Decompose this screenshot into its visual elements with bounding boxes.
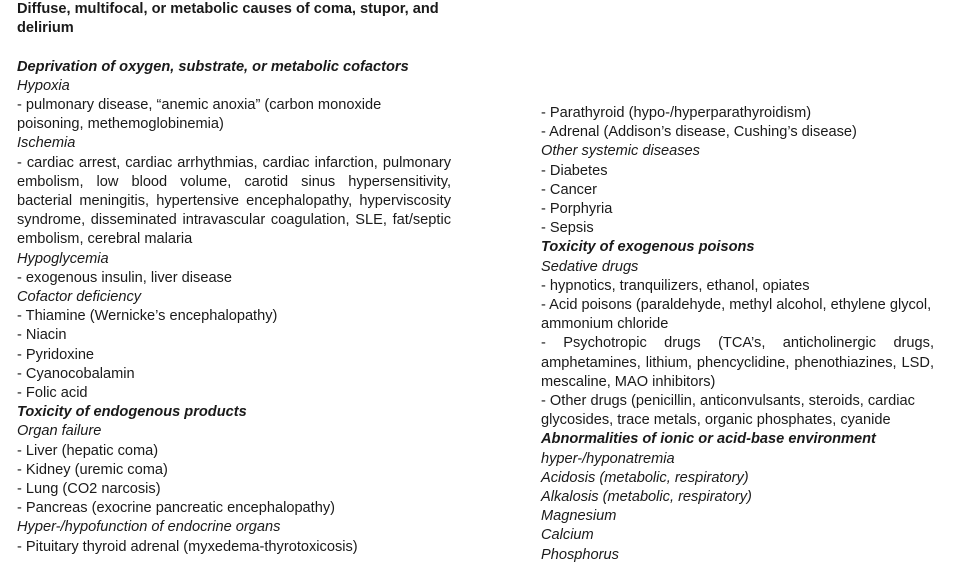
section-heading: Toxicity of exogenous poisons [541, 239, 755, 256]
list-item: - Thiamine (Wernicke’s encephalopathy) [17, 308, 278, 325]
subsection-heading: Hypoglycemia [17, 250, 109, 267]
subsection-heading: Hyper-/hypofunction of endocrine organs [17, 519, 281, 536]
subsection-heading: Phosphorus [541, 546, 619, 563]
list-item: - Pituitary thyroid adrenal (myxedema-thyrotoxicosis) [17, 538, 358, 555]
section-heading: Toxicity of endogenous products [17, 404, 247, 421]
right-column-body [541, 104, 934, 565]
subsection-heading: Magnesium [541, 508, 617, 525]
list-item: - Porphyria [541, 201, 613, 218]
subsection-heading: Acidosis (metabolic, respiratory) [541, 469, 749, 486]
list-item: - hypnotics, tranquilizers, ethanol, opiates [541, 277, 810, 294]
list-item: - Liver (hepatic coma) [17, 442, 159, 459]
list-item: - Pancreas (exocrine pancreatic encephalopathy) [17, 500, 335, 517]
list-item: - Lung (CO2 narcosis) [17, 481, 161, 498]
subsection-heading: Cofactor deficiency [17, 289, 142, 306]
page-title: Diffuse, multifocal, or metabolic causes of coma, stupor, and delirium [17, 1, 439, 37]
list-item: - Folic acid [17, 385, 88, 402]
subsection-heading: Other systemic diseases [541, 143, 700, 160]
left-column [17, 0, 451, 557]
list-item: - Acid poisons (paraldehyde, methyl alcohol, ethylene glycol, ammonium chloride [541, 297, 932, 333]
list-item: - Niacin [17, 327, 67, 344]
list-item: - Cancer [541, 181, 597, 198]
left-column-body [17, 58, 451, 557]
title-spacer [17, 38, 451, 57]
right-column [541, 0, 934, 565]
list-item: - Cyanocobalamin [17, 365, 135, 382]
list-item: - Other drugs (penicillin, anticonvulsants, steroids, cardiac glycosides, trace metals, organic phosphates, cyanide [541, 393, 915, 429]
list-item: - cardiac arrest, cardiac arrhythmias, cardiac infarction, pulmonary embolism, low blood volume, carotid sinus hypersensitivity, bacterial meningitis, hypertensive encephalopathy, hyperviscosity syndrome, disseminated intravascular coagulation, SLE, fat/septic embolism, cerebral malaria [17, 154, 451, 248]
section-heading: Deprivation of oxygen, substrate, or metabolic cofactors [17, 58, 409, 75]
subsection-heading: Hypoxia [17, 77, 70, 94]
list-item: - Psychotropic drugs (TCA’s, anticholinergic drugs, amphetamines, lithium, phencyclidine, phenothiazines, LSD, mescaline, MAO inhibitors) [541, 335, 934, 390]
list-item: - Pyridoxine [17, 346, 95, 363]
list-item: - Kidney (uremic coma) [17, 461, 168, 478]
subsection-heading: Calcium [541, 527, 594, 544]
subsection-heading: Organ failure [17, 423, 102, 440]
subsection-heading: hyper-/hyponatremia [541, 450, 675, 467]
subsection-heading: Alkalosis (metabolic, respiratory) [541, 489, 752, 506]
list-item: - Parathyroid (hypo-/hyperparathyroidism) [541, 105, 812, 121]
subsection-heading: Ischemia [17, 135, 76, 152]
right-column-top-offset [541, 0, 934, 104]
subsection-heading: Sedative drugs [541, 258, 639, 275]
list-item: - pulmonary disease, “anemic anoxia” (carbon monoxide poisoning, methemoglobinemia) [17, 97, 382, 133]
section-heading: Abnormalities of ionic or acid-base environment [541, 431, 876, 448]
list-item: - Sepsis [541, 220, 594, 237]
list-item: - exogenous insulin, liver disease [17, 269, 232, 286]
list-item: - Diabetes [541, 162, 608, 179]
list-item: - Adrenal (Addison’s disease, Cushing’s disease) [541, 124, 857, 141]
